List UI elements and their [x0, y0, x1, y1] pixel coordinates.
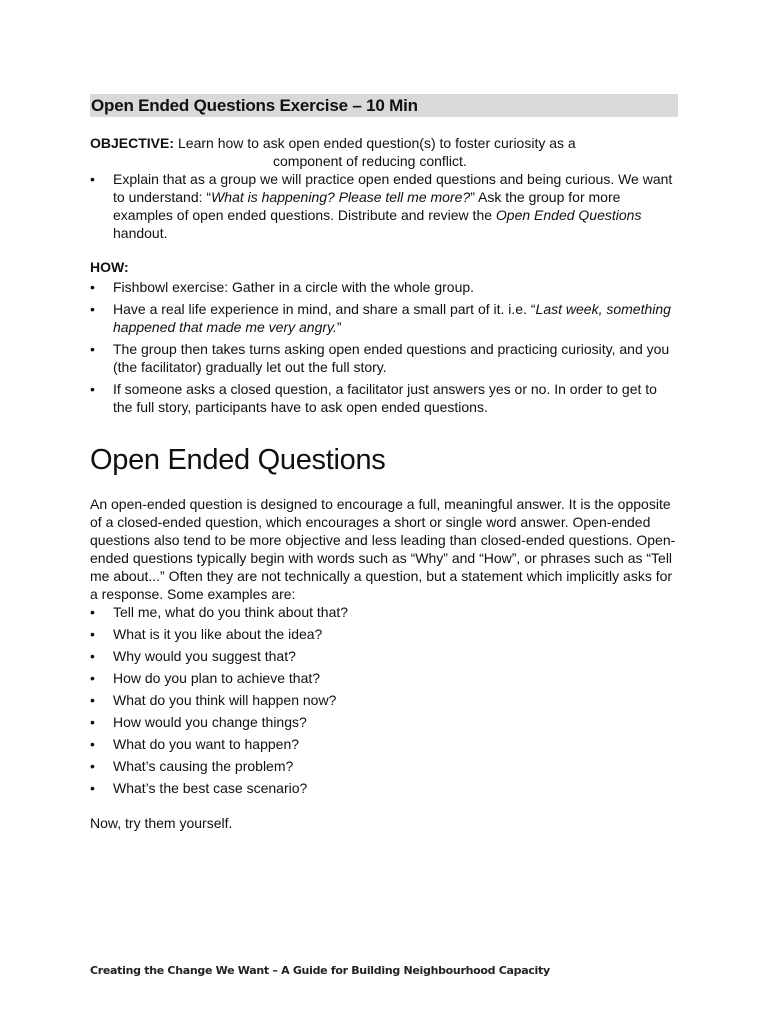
how-label: HOW: — [90, 259, 129, 275]
intro-text-1: Explain that as a group we will practice open ended questions and being curious. We want to understand: “ — [113, 171, 673, 205]
objective — [90, 134, 678, 170]
example-item: • Why would you suggest that? — [90, 647, 678, 665]
how-item-2-italic: Last week, something happened that made me very angry. — [113, 301, 671, 335]
example-item: • Tell me, what do you think about that? — [90, 603, 678, 621]
how-item-2-text: Have a real life experience in mind, and share a small part of it. i.e. “ — [113, 301, 536, 317]
closing-text: Now, try them yourself. — [90, 815, 233, 831]
how-item-4: • If someone asks a closed question, a facilitator just answers yes or no. In order to get to the full story, participants have to ask open ended questions. — [90, 380, 678, 416]
example-item: • What is it you like about the idea? — [90, 625, 678, 643]
example-item: • What’s the best case scenario? — [90, 779, 678, 797]
intro-item — [90, 170, 678, 242]
how-item-2 — [90, 300, 678, 336]
how-item-2-end: ” — [336, 319, 342, 335]
objective-line-2: component of reducing conflict. — [273, 153, 467, 169]
document-page — [90, 94, 678, 832]
intro-text-2: ” Ask the group for more examples of open ended questions. Distribute and review the — [113, 189, 621, 223]
intro-list — [90, 170, 678, 242]
intro-text-3: handout. — [113, 225, 168, 241]
objective-text — [178, 134, 576, 170]
example-item: • What do you think will happen now? — [90, 691, 678, 709]
examples-list — [90, 603, 678, 797]
page-footer: Creating the Change We Want – A Guide for Building Neighbourhood Capacity — [90, 964, 550, 977]
example-item: • What do you want to happen? — [90, 735, 678, 753]
section-paragraph: An open-ended question is designed to encourage a full, meaningful answer. It is the opposite of a closed-ended question, which encourages a short or single word answer. Open-ended questions also tend to be more objective and less leading than closed-ended questions. Open-ended questions typically begin with words such as “Why” and “How”, or phrases such as “Tell me about...” Often they are not technically a question, but a statement which implicitly asks for a response. Some examples are: — [90, 496, 676, 602]
how-item-1: • Fishbowl exercise: Gather in a circle with the whole group. — [90, 278, 678, 296]
objective-label: OBJECTIVE: — [90, 135, 175, 151]
example-item: • How would you change things? — [90, 713, 678, 731]
objective-line-1: Learn how to ask open ended question(s) to foster curiosity as a — [178, 135, 576, 151]
how-item-3: • The group then takes turns asking open ended questions and practicing curiosity, and you (the facilitator) gradually let out the full story. — [90, 340, 678, 376]
section-title: Open Ended Questions — [90, 444, 386, 476]
intro-italic-2: Open Ended Questions — [495, 207, 642, 223]
example-item: • How do you plan to achieve that? — [90, 669, 678, 687]
intro-italic-1: What is happening? Please tell me more? — [211, 189, 471, 205]
how-list — [90, 278, 678, 416]
exercise-title: Open Ended Questions Exercise – 10 Min — [90, 94, 678, 117]
example-item: • What’s causing the problem? — [90, 757, 678, 775]
